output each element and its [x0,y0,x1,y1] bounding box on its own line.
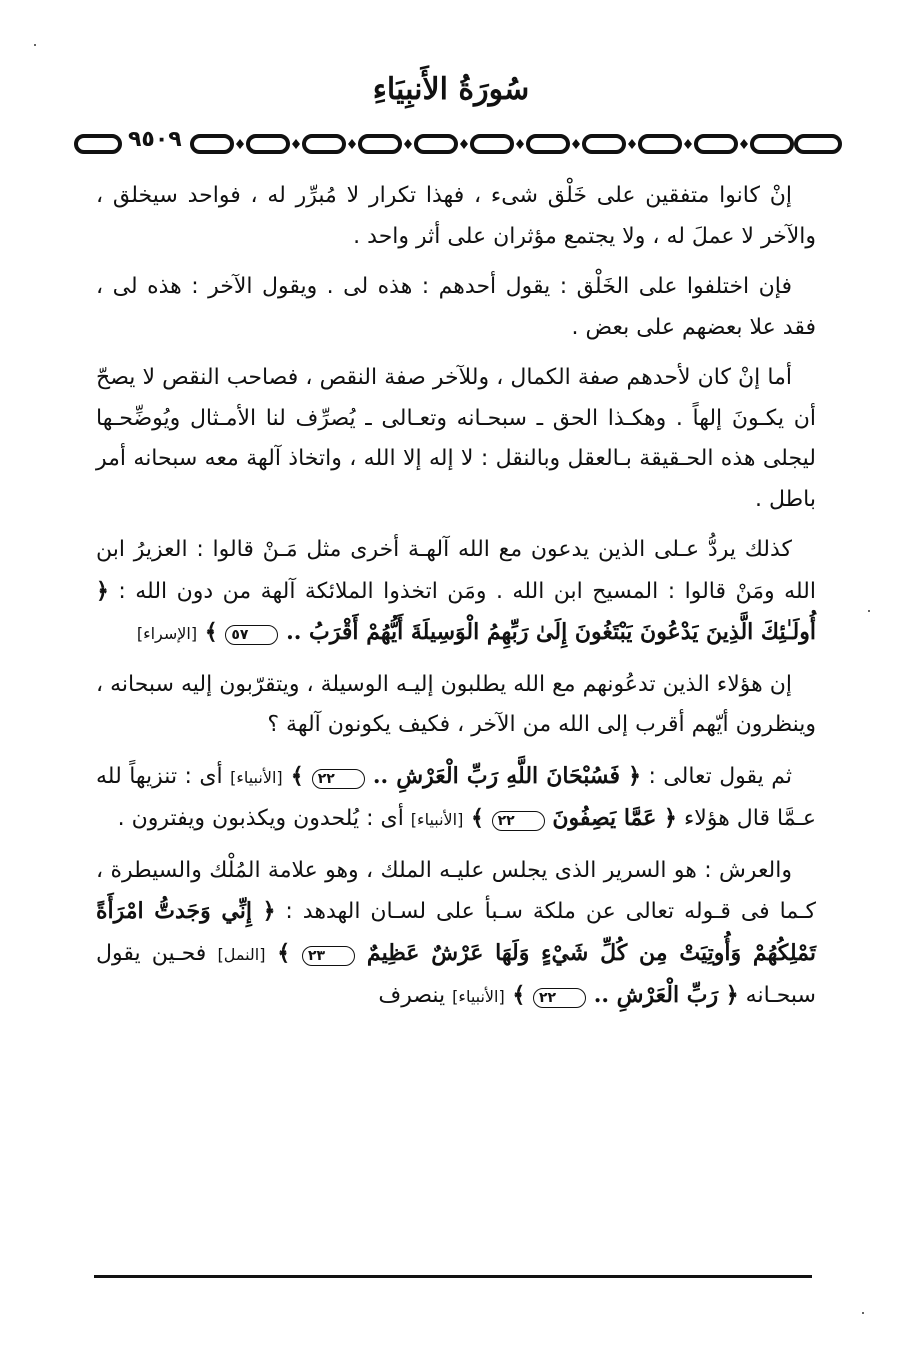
chain-ornament [72,126,844,162]
paragraph [96,756,816,841]
scan-speck [34,44,36,46]
quran-verse: ﴾ [504,982,533,1008]
quran-verse: ﴾ [197,619,226,645]
paragraph-text: فحـين يقول سبحـانه [96,940,816,1008]
surah-reference: [الأنبياء] [230,767,283,787]
surah-reference: [الإسراء] [136,624,198,643]
quran-verse: ﴿ رَبِّ الْعَرْشِ .. [586,982,739,1008]
surah-reference: [النمل] [217,944,266,964]
scan-speck [868,610,870,612]
quran-verse: ﴾ [282,762,312,789]
paragraph-text: كذلك يردُّ عـلى الذين يدعون مع الله آلهـة أخرى مثل مَـنْ قالوا : العزيرُ ابن الله ومَنْ قالوا : المسيح ابن الله . ومَن اتخذوا الملائكة آلهة من دون الله : [96,537,816,604]
quran-verse: ﴾ [265,939,303,966]
paragraph [96,267,816,348]
scan-speck [862,1312,864,1314]
surah-reference: [الأنبياء] [410,810,464,829]
paragraph-text: إنْ كانوا متفقين على خَلْق شىء ، فهذا تكرار لا مُبرِّر له ، فواحد سيخلق ، والآخر لا عملَ له ، ولا يجتمع مؤثران على أثر واحد . [96,183,816,249]
page-number: ٩٥٠٩ [124,127,186,152]
quran-verse: ﴾ [463,805,492,831]
paragraph-text: ينصرف [378,983,453,1008]
verse-number: ٢٣ [302,946,355,966]
surah-reference: [الأنبياء] [452,987,505,1006]
paragraph-text: فإن اختلفوا على الخَلْق : يقول أحدهم : هذه لى . ويقول الآخر : هذه لى ، فقد علا بعضهم على بعض . [96,274,816,340]
paragraph-text: أى : تنزيهاً لله عـمَّا قال هؤلاء [96,763,816,831]
quran-verse: ﴿ إِنِّي وَجَدتُّ امْرَأَةً تَمْلِكُهُمْ وَأُوتِيَتْ مِن كُلِّ شَيْءٍ وَلَهَا عَرْشٌ عَظِيمٌ [96,898,816,966]
paragraph-text: ثم يقول تعالى : [641,763,792,789]
quran-verse: ﴿ فَسُبْحَانَ اللَّهِ رَبِّ الْعَرْشِ .. [364,762,642,789]
verse-number: ٥٧ [225,625,278,645]
footer-rule [94,1275,812,1278]
paragraph [96,665,816,746]
surah-title: سُورَةُ الأَنبِيَاءِ [372,72,530,107]
paragraph-text: أما إنْ كان لأحدهم صفة الكمال ، وللآخر صفة النقص ، فصاحب النقص لا يصحّ أن يكـونَ إلهاً . وهكـذا الحق ـ سبحـانه وتعـالى ـ يُصرِّف لنا الأمـثال ويُوضِّحـها ليجلى هذه الحـقيقة بـالعقل وبالنقل : لا إله إلا الله ، واتخاذ آلهة معه سبحانه أمر باطل . [96,365,816,512]
quran-verse: ﴿ أُولَـٰئِكَ الَّذِينَ يَدْعُونَ يَبْتَغُونَ إِلَىٰ رَبِّهِمُ الْوَسِيلَةَ أَيُّهُمْ أَقْرَبُ .. [96,577,816,645]
paragraph-text: إن هؤلاء الذين تدعُونهم مع الله يطلبون إليـه الوسيلة ، ويتقرّبون إليه سبحانه ، وينظرون أيّهم أقرب إلى الله من الآخر ، فكيف يكونون آلهة ؟ [95,671,816,737]
paragraph [96,176,816,257]
paragraph-text: والعرش : هو السرير الذى يجلس عليـه الملك ، وهو علامة المُلْك والسيطرة ، كـما فى قـوله تعالى عن ملكة سـبأ على لسـان الهدهد : [96,857,816,924]
paragraph [96,358,816,520]
paragraph [96,851,816,1018]
verse-number: ٢٢ [533,988,586,1008]
paragraph-text: أى : يُلحدون ويكذبون ويفترون . [117,806,411,831]
body-text [96,176,816,1028]
quran-verse: ﴿ عَمَّا يَصِفُونَ [544,805,677,831]
paragraph [96,530,816,655]
verse-number: ٢٢ [492,811,545,831]
verse-number: ٢٢ [312,769,365,789]
